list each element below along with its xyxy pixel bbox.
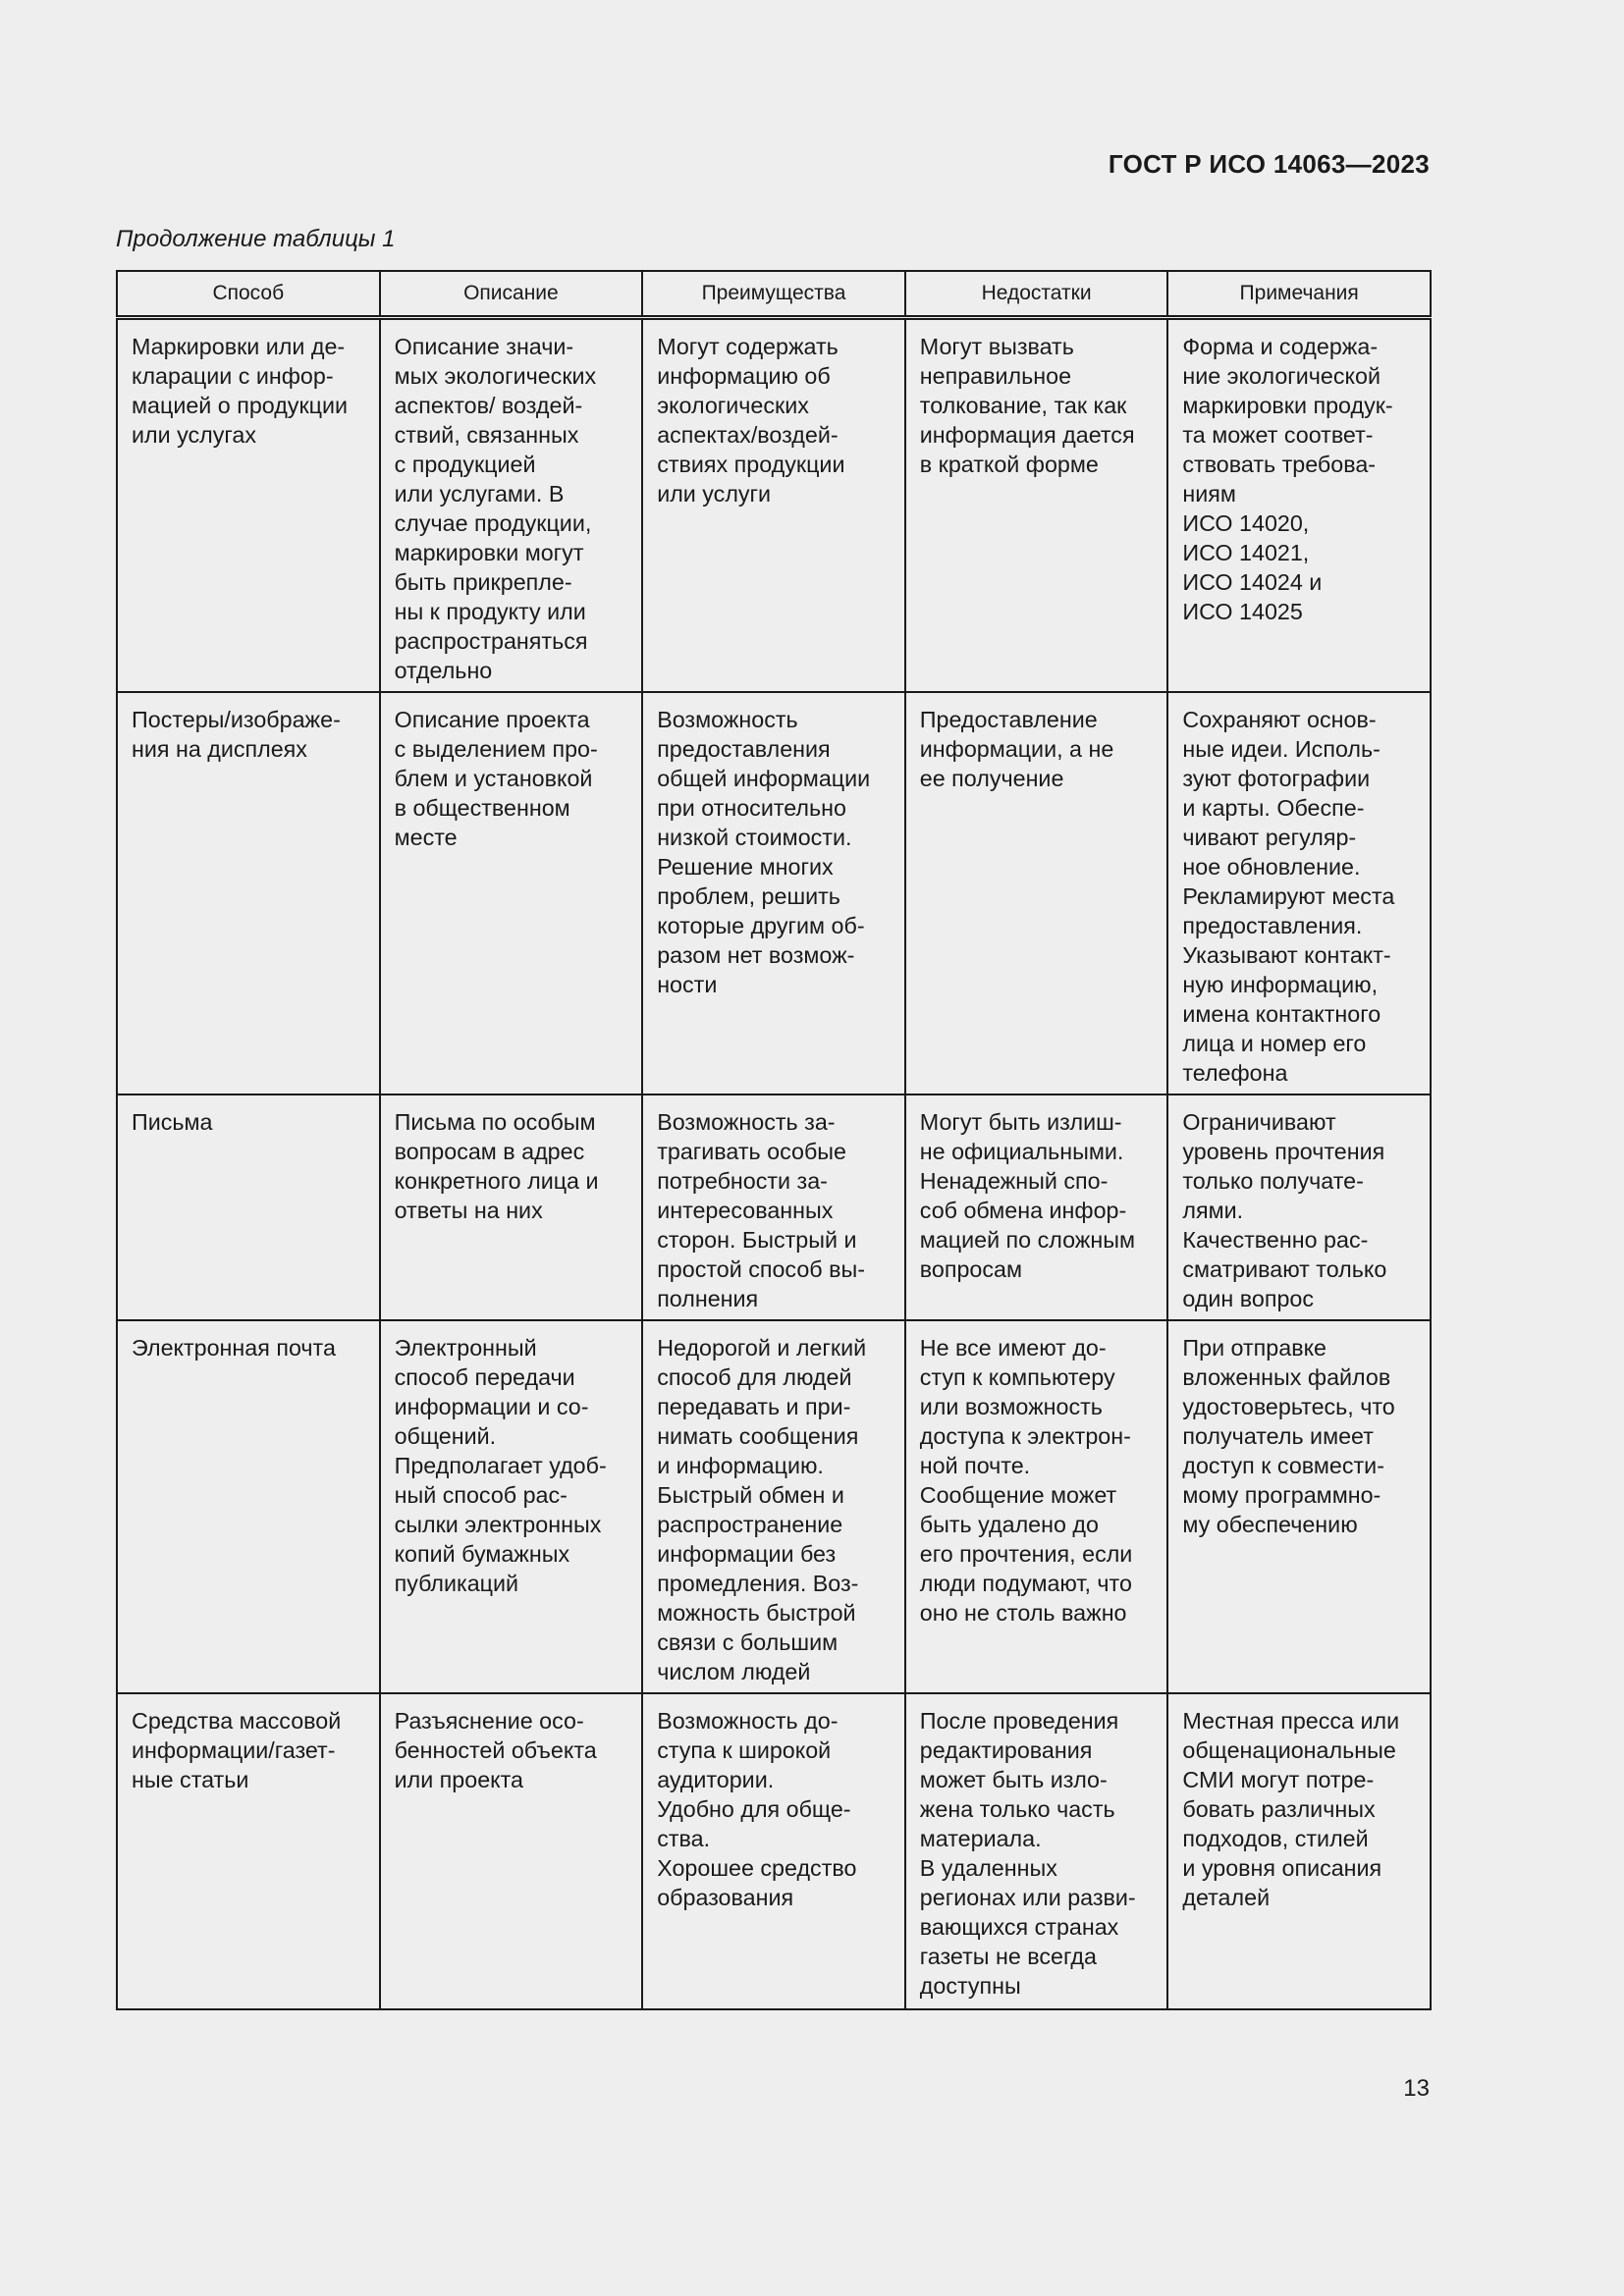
cell-text-line: сторон. Быстрый и	[657, 1227, 857, 1253]
cell-text-line: Качественно рас-	[1182, 1227, 1369, 1253]
cell-text-line: общей информации	[657, 766, 871, 791]
cell-text-line: Рекламируют места	[1182, 883, 1395, 909]
cell-text-line: или услугами. В	[394, 481, 565, 507]
cell-text-line: при относительно	[657, 795, 846, 821]
cell-text-line: СМИ могут потре-	[1182, 1767, 1375, 1792]
cell-text-line: подходов, стилей	[1182, 1826, 1369, 1851]
cell-text-line: Предполагает удоб-	[394, 1453, 607, 1478]
cell-text-line: ный способ рас-	[394, 1482, 568, 1508]
cell-text-line: быть удалено до	[919, 1512, 1099, 1537]
cell-text-line: отдельно	[394, 658, 493, 683]
cell-text-line: его прочтения, если	[919, 1541, 1133, 1567]
cell-text-line: мых экологических	[394, 363, 597, 389]
column-header-advantages: Преимущества	[642, 271, 905, 318]
cell-text-line: способ для людей	[657, 1364, 852, 1390]
cell-text-line: предоставления.	[1182, 913, 1363, 938]
cell-text-line: маркировки могут	[394, 540, 584, 565]
cell-text-line: зуют фотографии	[1182, 766, 1371, 791]
cell-text-line: ИСО 14021,	[1182, 540, 1310, 565]
cell-text-line: жена только часть	[919, 1796, 1115, 1822]
table-cell-disadvantages	[905, 318, 1168, 693]
cell-text-line: с продукцией	[394, 452, 536, 477]
column-header-notes: Примечания	[1167, 271, 1431, 318]
cell-text-line: доступа к электрон-	[919, 1423, 1131, 1449]
table-cell-disadvantages	[905, 1320, 1168, 1693]
cell-text-line: доступны	[919, 1973, 1021, 1999]
column-header-disadvantages: Недостатки	[905, 271, 1168, 318]
cell-text-line: один вопрос	[1182, 1286, 1315, 1311]
cell-text-line: может быть изло-	[919, 1767, 1108, 1792]
cell-text-line: информации/газет-	[132, 1737, 336, 1763]
cell-text-line: деталей	[1182, 1885, 1271, 1910]
table-row	[117, 318, 1431, 693]
cell-text-line: конкретного лица и	[394, 1168, 599, 1194]
cell-text-line: Указывают контакт-	[1182, 942, 1391, 968]
cell-text-line: При отправке	[1182, 1335, 1326, 1361]
table-caption: Продолжение таблицы 1	[116, 226, 396, 252]
cell-text-line: ступ к компьютеру	[919, 1364, 1115, 1390]
table-cell-method	[117, 1693, 380, 2009]
cell-text-line: и информацию.	[657, 1453, 824, 1478]
cell-text-line: Электронный	[394, 1335, 537, 1361]
table-container	[116, 270, 1430, 2010]
cell-text-line: и уровня описания	[1182, 1855, 1382, 1881]
cell-text-line: Письма	[132, 1109, 213, 1135]
cell-text-line: или возможность	[919, 1394, 1103, 1419]
table-cell-method	[117, 1320, 380, 1693]
cell-text-line: ные статьи	[132, 1767, 249, 1792]
cell-text-line: Письма по особым	[394, 1109, 596, 1135]
cell-text-line: сматривают только	[1182, 1256, 1387, 1282]
cell-text-line: сылки электронных	[394, 1512, 602, 1537]
cell-text-line: Недорогой и легкий	[657, 1335, 867, 1361]
cell-text-line: Возможность до-	[657, 1708, 839, 1734]
cell-text-line: удостоверьтесь, что	[1182, 1394, 1395, 1419]
cell-text-line: разом нет возмож-	[657, 942, 855, 968]
cell-text-line: Могут быть излиш-	[919, 1109, 1122, 1135]
cell-text-line: общенациональные	[1182, 1737, 1396, 1763]
cell-text-line: ИСО 14025	[1182, 599, 1303, 624]
table-cell-notes	[1167, 318, 1431, 693]
table-cell-advantages	[642, 1693, 905, 2009]
cell-text-line: аспектах/воздей-	[657, 422, 839, 448]
cell-text-line: кларации с инфор-	[132, 363, 334, 389]
table-cell-disadvantages	[905, 1095, 1168, 1320]
cell-text-line: Ограничивают	[1182, 1109, 1336, 1135]
cell-text-line: нимать сообщения	[657, 1423, 859, 1449]
cell-text-line: не официальными.	[919, 1139, 1124, 1164]
table-cell-method	[117, 692, 380, 1095]
cell-text-line: Электронная почта	[132, 1335, 336, 1361]
cell-text-line: копий бумажных	[394, 1541, 570, 1567]
cell-text-line: ные идеи. Исполь-	[1182, 736, 1380, 762]
cell-text-line: мому программно-	[1182, 1482, 1381, 1508]
cell-text-line: трагивать особые	[657, 1139, 846, 1164]
cell-text-line: общений.	[394, 1423, 497, 1449]
cell-text-line: соб обмена инфор-	[919, 1198, 1127, 1223]
cell-text-line: в общественном	[394, 795, 570, 821]
table-cell-notes	[1167, 1320, 1431, 1693]
cell-text-line: получатель имеет	[1182, 1423, 1374, 1449]
cell-text-line: распространение	[657, 1512, 843, 1537]
cell-text-line: ства.	[657, 1826, 711, 1851]
cell-text-line: распространяться	[394, 628, 588, 654]
table-header-row	[117, 271, 1431, 318]
cell-text-line: ниям	[1182, 481, 1236, 507]
cell-text-line: оно не столь важно	[919, 1600, 1127, 1626]
table-cell-description	[380, 1095, 643, 1320]
cell-text-line: информация дается	[919, 422, 1135, 448]
cell-text-line: Описание значи-	[394, 334, 574, 359]
cell-text-line: числом людей	[657, 1659, 811, 1684]
cell-text-line: ной почте.	[919, 1453, 1031, 1478]
cell-text-line: информации и со-	[394, 1394, 589, 1419]
cell-text-line: которые другим об-	[657, 913, 865, 938]
cell-text-line: случае продукции,	[394, 510, 592, 536]
cell-text-line: блем и установкой	[394, 766, 593, 791]
cell-text-line: мацией по сложным	[919, 1227, 1136, 1253]
cell-text-line: в краткой форме	[919, 452, 1099, 477]
table-cell-advantages	[642, 1095, 905, 1320]
table-row	[117, 1320, 1431, 1693]
cell-text-line: можность быстрой	[657, 1600, 856, 1626]
cell-text-line: только получате-	[1182, 1168, 1364, 1194]
cell-text-line: вопросам в адрес	[394, 1139, 585, 1164]
cell-text-line: Хорошее средство	[657, 1855, 857, 1881]
cell-text-line: предоставления	[657, 736, 831, 762]
cell-text-line: вающихся странах	[919, 1914, 1119, 1940]
cell-text-line: После проведения	[919, 1708, 1119, 1734]
cell-text-line: аспектов/ воздей-	[394, 393, 583, 418]
table-row	[117, 1693, 1431, 2009]
cell-text-line: телефона	[1182, 1060, 1288, 1086]
cell-text-line: Возможность за-	[657, 1109, 836, 1135]
cell-text-line: ние экологической	[1182, 363, 1380, 389]
cell-text-line: регионах или разви-	[919, 1885, 1136, 1910]
cell-text-line: Разъяснение осо-	[394, 1708, 584, 1734]
cell-text-line: лица и номер его	[1182, 1031, 1367, 1056]
cell-text-line: быть прикрепле-	[394, 569, 572, 595]
table-cell-method	[117, 1095, 380, 1320]
cell-text-line: экологических	[657, 393, 809, 418]
cell-text-line: му обеспечению	[1182, 1512, 1358, 1537]
table-cell-advantages	[642, 692, 905, 1095]
cell-text-line: низкой стоимости.	[657, 825, 852, 850]
cell-text-line: информацию об	[657, 363, 831, 389]
cell-text-line: Могут содержать	[657, 334, 839, 359]
cell-text-line: проблем, решить	[657, 883, 840, 909]
cell-text-line: лями.	[1182, 1198, 1244, 1223]
cell-text-line: способ передачи	[394, 1364, 575, 1390]
cell-text-line: или услугах	[132, 422, 256, 448]
cell-text-line: ступа к широкой	[657, 1737, 832, 1763]
cell-text-line: Описание проекта	[394, 707, 590, 732]
cell-text-line: Сообщение может	[919, 1482, 1117, 1508]
table-cell-notes	[1167, 1693, 1431, 2009]
cell-text-line: передавать и при-	[657, 1394, 851, 1419]
table-cell-disadvantages	[905, 692, 1168, 1095]
cell-text-line: Местная пресса или	[1182, 1708, 1400, 1734]
cell-text-line: бенностей объекта	[394, 1737, 597, 1763]
cell-text-line: Удобно для обще-	[657, 1796, 851, 1822]
cell-text-line: ности	[657, 972, 718, 997]
cell-text-line: вопросам	[919, 1256, 1023, 1282]
cell-text-line: ны к продукту или	[394, 599, 586, 624]
cell-text-line: Форма и содержа-	[1182, 334, 1379, 359]
cell-text-line: публикаций	[394, 1571, 519, 1596]
cell-text-line: имена контактного	[1182, 1001, 1381, 1027]
table-row	[117, 1095, 1431, 1320]
column-header-method: Способ	[117, 271, 380, 318]
cell-text-line: толкование, так как	[919, 393, 1127, 418]
cell-text-line: с выделением про-	[394, 736, 598, 762]
cell-text-line: образования	[657, 1885, 794, 1910]
cell-text-line: люди подумают, что	[919, 1571, 1132, 1596]
cell-text-line: чивают регуляр-	[1182, 825, 1357, 850]
cell-text-line: потребности за-	[657, 1168, 828, 1194]
table-cell-description	[380, 1693, 643, 2009]
cell-text-line: аудитории.	[657, 1767, 775, 1792]
cell-text-line: связи с большим	[657, 1629, 839, 1655]
cell-text-line: или проекта	[394, 1767, 523, 1792]
table-body	[117, 318, 1431, 2010]
cell-text-line: месте	[394, 825, 458, 850]
cell-text-line: Быстрый обмен и	[657, 1482, 844, 1508]
column-header-description: Описание	[380, 271, 643, 318]
cell-text-line: уровень прочтения	[1182, 1139, 1385, 1164]
cell-text-line: промедления. Воз-	[657, 1571, 859, 1596]
table-row	[117, 692, 1431, 1095]
cell-text-line: Не все имеют до-	[919, 1335, 1107, 1361]
cell-text-line: Постеры/изображе-	[132, 707, 341, 732]
cell-text-line: Ненадежный спо-	[919, 1168, 1109, 1194]
cell-text-line: ную информацию,	[1182, 972, 1379, 997]
cell-text-line: неправильное	[919, 363, 1072, 389]
cell-text-line: ответы на них	[394, 1198, 543, 1223]
cell-text-line: Могут вызвать	[919, 334, 1074, 359]
cell-text-line: и карты. Обеспе-	[1182, 795, 1365, 821]
cell-text-line: ное обновление.	[1182, 854, 1361, 880]
cell-text-line: газеты не всегда	[919, 1944, 1097, 1969]
cell-text-line: вложенных файлов	[1182, 1364, 1391, 1390]
cell-text-line: информации, а не	[919, 736, 1114, 762]
cell-text-line: материала.	[919, 1826, 1042, 1851]
table-cell-disadvantages	[905, 1693, 1168, 2009]
cell-text-line: В удаленных	[919, 1855, 1057, 1881]
cell-text-line: ствий, связанных	[394, 422, 579, 448]
table-cell-method	[117, 318, 380, 693]
cell-text-line: редактирования	[919, 1737, 1093, 1763]
cell-text-line: ствовать требова-	[1182, 452, 1377, 477]
cell-text-line: ния на дисплеях	[132, 736, 307, 762]
cell-text-line: Маркировки или де-	[132, 334, 346, 359]
table-cell-notes	[1167, 1095, 1431, 1320]
cell-text-line: Решение многих	[657, 854, 834, 880]
cell-text-line: бовать различных	[1182, 1796, 1376, 1822]
cell-text-line: интересованных	[657, 1198, 834, 1223]
cell-text-line: простой способ вы-	[657, 1256, 865, 1282]
table-cell-description	[380, 692, 643, 1095]
cell-text-line: ее получение	[919, 766, 1064, 791]
table-cell-description	[380, 1320, 643, 1693]
cell-text-line: Предоставление	[919, 707, 1098, 732]
cell-text-line: ИСО 14020,	[1182, 510, 1310, 536]
cell-text-line: полнения	[657, 1286, 759, 1311]
cell-text-line: или услуги	[657, 481, 772, 507]
cell-text-line: ИСО 14024 и	[1182, 569, 1323, 595]
table-cell-notes	[1167, 692, 1431, 1095]
table-cell-advantages	[642, 318, 905, 693]
cell-text-line: ствиях продукции	[657, 452, 845, 477]
cell-text-line: маркировки продук-	[1182, 393, 1393, 418]
cell-text-line: мацией о продукции	[132, 393, 349, 418]
cell-text-line: информации без	[657, 1541, 837, 1567]
table-cell-description	[380, 318, 643, 693]
methods-table	[116, 270, 1432, 2010]
cell-text-line: Возможность	[657, 707, 798, 732]
cell-text-line: Сохраняют основ-	[1182, 707, 1377, 732]
document-header: ГОСТ Р ИСО 14063—2023	[1108, 149, 1430, 179]
page-number: 13	[1403, 2075, 1430, 2102]
cell-text-line: Средства массовой	[132, 1708, 342, 1734]
table-cell-advantages	[642, 1320, 905, 1693]
cell-text-line: та может соответ-	[1182, 422, 1374, 448]
cell-text-line: доступ к совмести-	[1182, 1453, 1384, 1478]
